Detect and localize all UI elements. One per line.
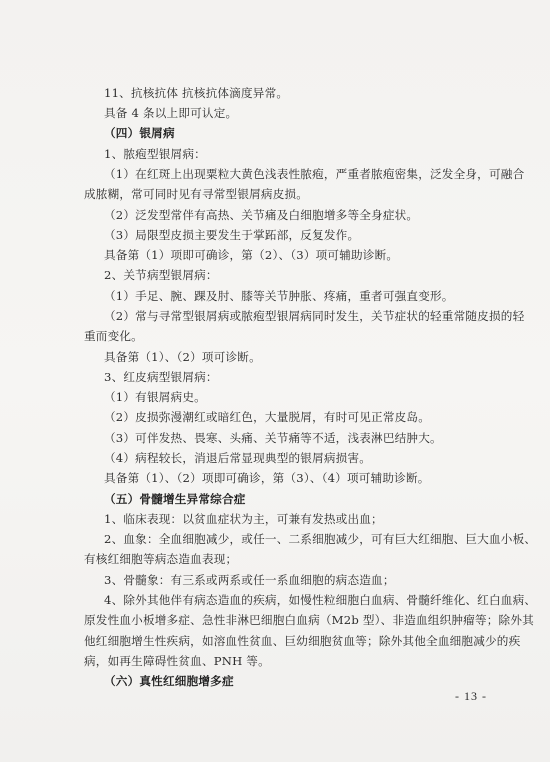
- text-line: 具备第（1）、（2）项即可确诊，第（3）、（4）项可辅助诊断。: [104, 471, 430, 485]
- section-heading: （五）骨髓增生异常综合症: [104, 492, 246, 506]
- text-line: 1、脓疱型银屑病：: [104, 147, 206, 161]
- text-line: （2）常与寻常型银屑病或脓疱型银屑病同时发生，关节症状的轻重常随皮损的轻: [104, 309, 525, 323]
- text-line: （4）病程较长，消退后常显现典型的银屑病损害。: [104, 451, 372, 465]
- text-line: 11、抗核抗体 抗核抗体滴度异常。: [104, 86, 289, 100]
- text-line: （3）局限型皮损主要发生于掌跖部，反复发作。: [104, 228, 360, 242]
- section-heading: （六）真性红细胞增多症: [104, 674, 234, 688]
- text-line: 2、血象：全血细胞减少，或任一、二系细胞减少，可有巨大红细胞、巨大血小板、: [104, 532, 537, 546]
- text-line: 病，如再生障碍性贫血、PNH 等。: [84, 654, 270, 668]
- text-line: 原发性血小板增多症、急性非淋巴细胞白血病（M2b 型）、非造血组织肿瘤等；除外其: [84, 613, 534, 627]
- text-line: 1、临床表现：以贫血症状为主，可兼有发热或出血；: [104, 512, 383, 526]
- text-line: （2）泛发型常伴有高热、关节痛及白细胞增多等全身症状。: [104, 208, 419, 222]
- text-line: 具备第（1）、（2）项可诊断。: [104, 350, 261, 364]
- text-line: （1）有银屑病史。: [104, 390, 206, 404]
- text-line: 2、关节病型银屑病：: [104, 268, 218, 282]
- section-heading: （四）银屑病: [104, 126, 175, 140]
- text-line: （1）在红斑上出现粟粒大黄色浅表性脓疱，严重者脓疱密集，泛发全身，可融合: [104, 167, 525, 181]
- text-line: 具备第（1）项即可确诊，第（2）、（3）项可辅助诊断。: [104, 248, 399, 262]
- text-line: 成脓糊，常可同时见有寻常型银屑病皮损。: [84, 187, 309, 201]
- page-number: - 13 -: [455, 689, 487, 703]
- text-line: 重而变化。: [84, 329, 143, 343]
- text-line: 他红细胞增生性疾病，如溶血性贫血、巨幼细胞贫血等；除外其他全血细胞减少的疾: [84, 634, 521, 648]
- text-line: 有核红细胞等病态造血表现；: [84, 552, 238, 566]
- text-line: 3、骨髓象：有三系或两系或任一系血细胞的病态造血；: [104, 573, 395, 587]
- text-line: 3、红皮病型银屑病：: [104, 370, 218, 384]
- text-line: 4、除外其他伴有病态造血的疾病，如慢性粒细胞白血病、骨髓纤维化、红白血病、: [104, 593, 537, 607]
- text-line: （3）可伴发热、畏寒、头痛、关节痛等不适，浅表淋巴结肿大。: [104, 431, 442, 445]
- text-line: （2）皮损弥漫潮红或暗红色，大量脱屑，有时可见正常皮岛。: [104, 410, 431, 424]
- text-line: 具备 4 条以上即可认定。: [104, 106, 238, 120]
- text-line: （1）手足、腕、踝及肘、膝等关节肿胀、疼痛，重者可强直变形。: [104, 289, 454, 303]
